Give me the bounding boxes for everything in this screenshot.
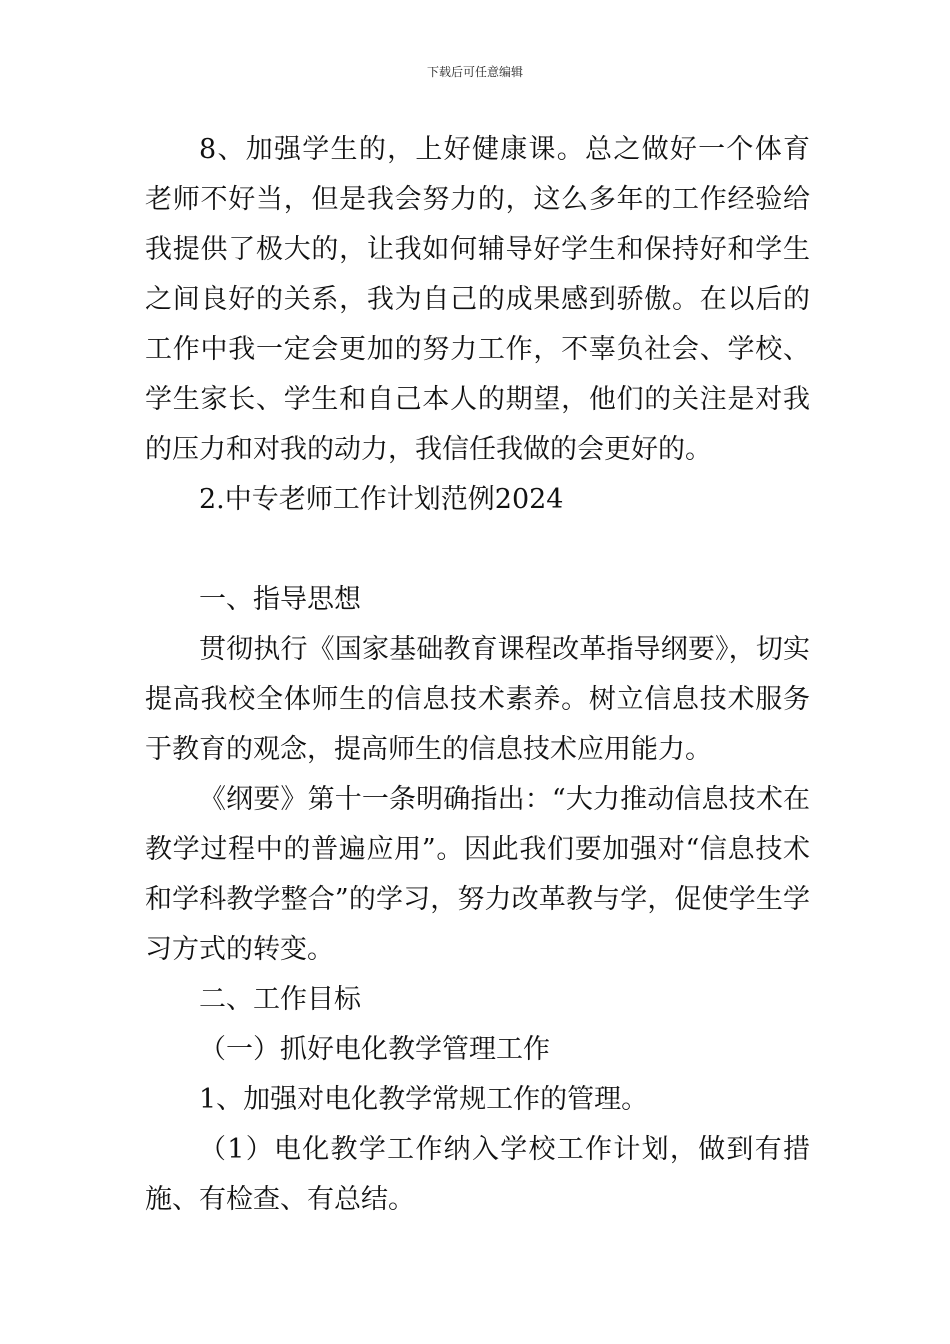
section-title: 2.中专老师工作计划范例2024 bbox=[199, 484, 564, 515]
blank-line bbox=[145, 525, 810, 575]
paragraph-guiding-ideology: 贯彻执行《国家基础教育课程改革指导纲要》，切实提高我校全体师生的信息技术素养。树立信息技术服务于教育的观念，提高师生的信息技术应用能力。 bbox=[145, 634, 810, 765]
heading-guiding-ideology: 一、指导思想 bbox=[199, 584, 361, 615]
page-header-note: 下载后可任意编辑 bbox=[426, 65, 523, 79]
paragraph-summary: 8、加强学生的，上好健康课。总之做好一个体育老师不好当，但是我会努力的，这么多年的工作经验给我提供了极大的，让我如何辅导好学生和保持好和学生之间良好的关系，我为自己的成果感到骄傲。在以后的工作中我一定会更加的努力工作，不辜负社会、学校、学生家长、学生和自己本人的期望，他们的关注是对我的压力和对我的动力，我信任我做的会更好的。 bbox=[145, 134, 810, 465]
list-item-1: 1、加强对电化教学常规工作的管理。 bbox=[199, 1084, 649, 1115]
paragraph-outline-article: 《纲要》第十一条明确指出：“大力推动信息技术在教学过程中的普遍应用”。因此我们要加强对“信息技术和学科教学整合”的学习，努力改革教与学，促使学生学习方式的转变。 bbox=[145, 784, 810, 965]
document-body bbox=[145, 125, 810, 1225]
list-subitem-1: （1）电化教学工作纳入学校工作计划，做到有措施、有检查、有总结。 bbox=[145, 1134, 810, 1215]
heading-work-goals: 二、工作目标 bbox=[199, 984, 361, 1015]
subheading-management: （一）抓好电化教学管理工作 bbox=[199, 1034, 550, 1065]
